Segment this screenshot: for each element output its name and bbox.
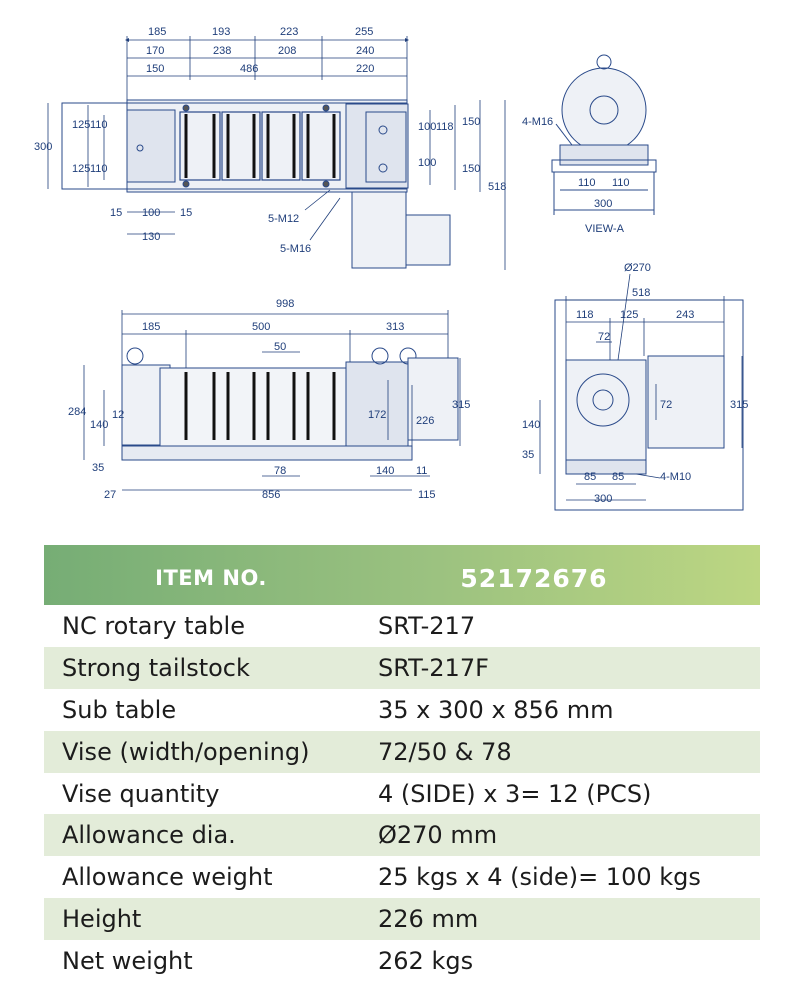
row-value: SRT-217 [378,611,476,640]
table-row [44,605,760,647]
dim-text: 125 [72,119,91,131]
dim-text: 15 [110,207,123,219]
dim-text: 15 [180,207,193,219]
caption-text: VIEW-A [585,223,624,235]
dim-text: 125 [620,309,639,321]
dim-text: 243 [676,309,695,321]
row-value: 4 (SIDE) x 3= 12 (PCS) [378,779,652,808]
dim-text: 35 [92,462,105,474]
dim-text: 50 [274,341,287,353]
row-label: Height [62,905,142,934]
row-value: 262 kgs [378,947,474,976]
dim-text: 12 [112,409,125,421]
dim-text: 208 [278,45,297,57]
row-value: 72/50 & 78 [378,737,512,766]
dim-text: 72 [598,331,611,343]
dim-text: 140 [90,419,109,431]
dim-text: 284 [68,406,87,418]
item-no-label: ITEM NO. [155,566,267,590]
row-value: Ø270 mm [378,821,498,850]
dim-text: 118 [576,309,594,321]
table-header [44,545,760,605]
row-label: Vise (width/opening) [62,737,310,766]
dim-text: 110 [578,177,596,189]
dim-text: 172 [368,409,387,421]
row-value: 35 x 300 x 856 mm [378,695,614,724]
dim-text: 27 [104,489,117,501]
callout-text: 5-M16 [280,243,312,255]
table-row [44,814,760,856]
dim-text: 220 [356,63,375,75]
callout-text: 4-M10 [660,471,692,483]
spec-table [44,545,760,982]
row-value: 226 mm [378,905,479,934]
dim-text: 315 [730,399,749,411]
row-label: Vise quantity [62,779,220,808]
dim-text: 110 [612,177,630,189]
top-view-drawing [62,100,450,268]
dim-text: 35 [522,449,535,461]
dim-text: 185 [142,321,161,333]
dim-text: 856 [262,489,281,501]
dim-text: 125 [72,163,91,175]
item-no-value: 52172676 [460,563,608,593]
row-label: Net weight [62,947,193,976]
dim-text: 150 [462,116,481,128]
dim-text: 500 [252,321,271,333]
row-value: SRT-217F [378,653,489,682]
row-label: Strong tailstock [62,653,250,682]
dim-text: 486 [240,63,259,75]
dim-text: 100 [142,207,161,219]
dim-text: 240 [356,45,375,57]
callout-text: 5-M12 [268,213,300,225]
dim-text: 85 [584,471,597,483]
row-value: 25 kgs x 4 (side)= 100 kgs [378,863,701,892]
view-a-drawing [552,55,656,215]
table-row [44,898,760,940]
front-view-drawing [122,348,458,460]
dim-text: 110 [90,119,108,131]
dim-text: 140 [376,465,395,477]
dim-text: 100 [418,121,437,133]
dim-text: 185 [148,26,167,38]
dim-text: 150 [146,63,165,75]
dim-text: 255 [355,26,374,38]
dim-text: 110 [90,163,108,175]
dim-text: 140 [522,419,541,431]
dim-text: 518 [488,181,507,193]
dim-text: 300 [594,198,613,210]
dim-text: 226 [416,415,435,427]
dim-text: 11 [416,465,428,477]
dim-text: 118 [436,121,454,133]
dim-text: 223 [280,26,299,38]
row-label: Sub table [62,695,177,724]
dim-text: 150 [462,163,481,175]
row-label: NC rotary table [62,611,245,640]
dim-text: 193 [212,26,231,38]
dim-text: 518 [632,287,651,299]
dim-text: 315 [452,399,471,411]
dim-text: 998 [276,298,295,310]
row-label: Allowance weight [62,863,273,892]
dim-text: 115 [418,489,436,501]
dim-text: 100 [418,157,437,169]
dim-text: Ø270 [624,262,651,274]
table-row [44,940,760,982]
callout-text: 4-M16 [522,116,554,128]
table-row [44,647,760,689]
table-row [44,773,760,815]
dim-text: 238 [213,45,232,57]
dim-text: 130 [142,231,161,243]
table-row [44,856,760,898]
dim-text: 313 [386,321,405,333]
row-label: Allowance dia. [62,821,236,850]
dim-text: 170 [146,45,165,57]
dim-text: 300 [594,493,613,505]
dim-text: 78 [274,465,287,477]
dim-text: 300 [34,141,53,153]
table-row [44,731,760,773]
table-row [44,689,760,731]
dim-text: 85 [612,471,625,483]
dim-text: 72 [660,399,673,411]
